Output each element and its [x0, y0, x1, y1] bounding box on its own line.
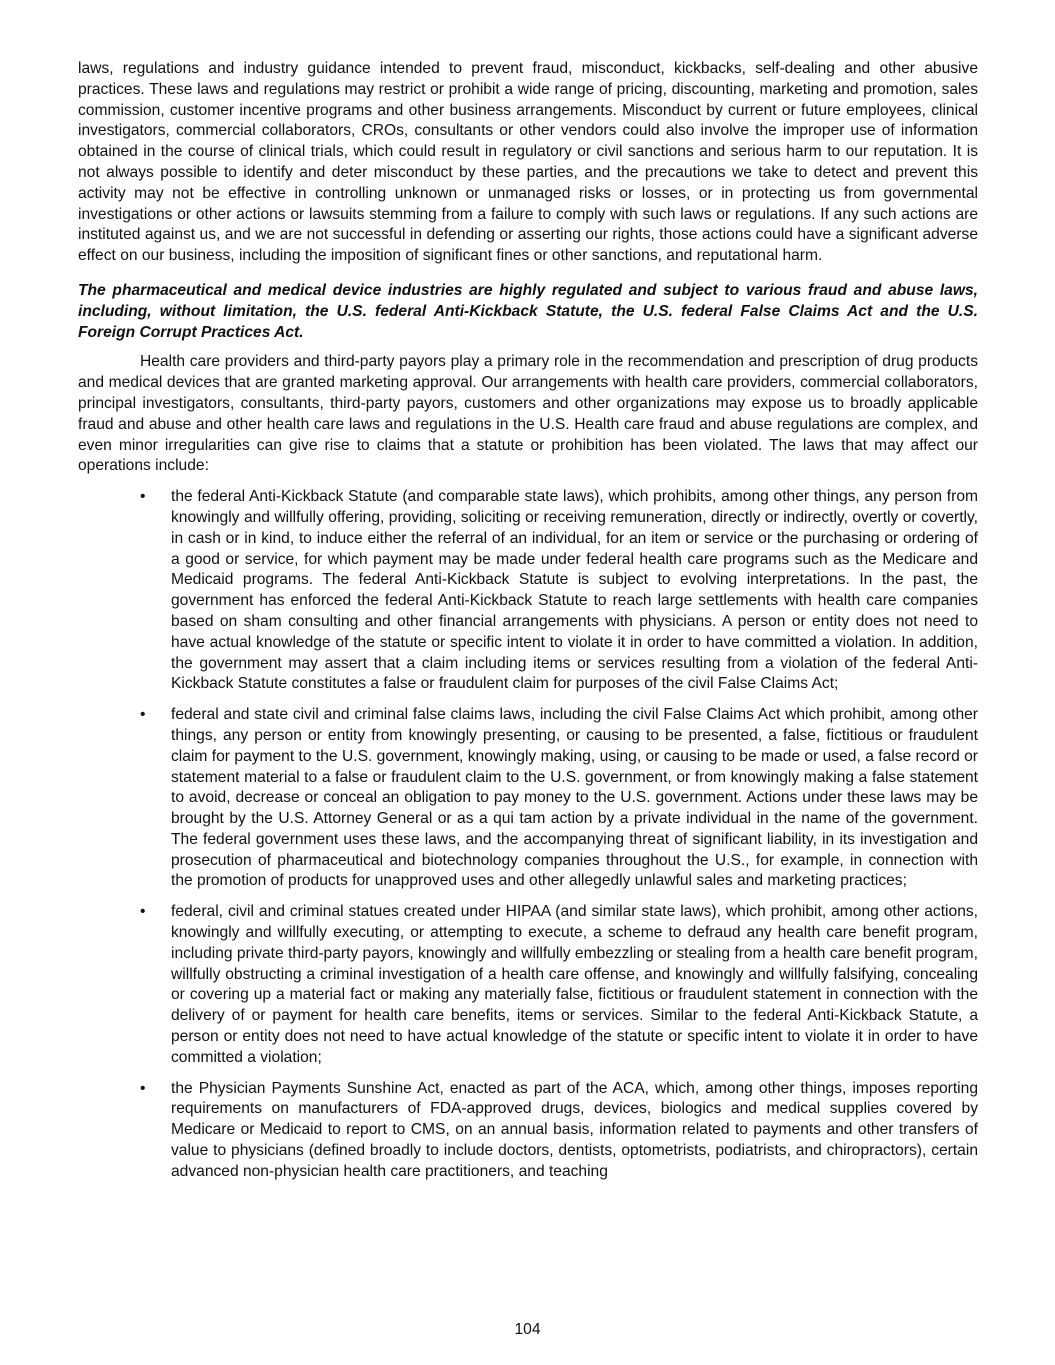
intro-paragraph: Health care providers and third-party payors play a primary role in the recommendation and prescription of drug products and medical devices that are granted marketing approval. Our arrangements with health care providers, commercial collaborators, principal investigators, consultants, third-party payors, customers and other organizations may expose us to broadly applicable fraud and abuse and other health care laws and regulations in the U.S. Health care fraud and abuse regulations are complex, and even minor irregularities can give rise to claims that a statute or prohibition has been violated. The laws that may affect our operations include: [78, 353, 978, 475]
list-item [78, 902, 978, 1068]
list-item-text: the Physician Payments Sunshine Act, enacted as part of the ACA, which, among other things, imposes reporting requirements on manufacturers of FDA-approved drugs, devices, biologics and medical supplies covered by Medicare or Medicaid to report to CMS, on an annual basis, information related to payments and other transfers of value to physicians (defined broadly to include doctors, dentists, optometrists, podiatrists, and chiropractors), certain advanced non-physician health care practitioners, and teaching [171, 1079, 978, 1180]
list-item [78, 705, 978, 892]
page-number: 104 [514, 1321, 541, 1338]
laws-bullet-list [78, 487, 978, 1183]
list-item [78, 1079, 978, 1183]
list-item-text: federal and state civil and criminal false claims laws, including the civil False Claims Act which prohibit, among other things, any person or entity from knowingly presenting, or causing to be presented, a false, fictitious or fraudulent claim for payment to the U.S. government, knowingly making, using, or causing to be made or used, a false record or statement material to a false or fraudulent claim to the U.S. government, or from knowingly making a false statement to avoid, decrease or conceal an obligation to pay money to the U.S. government. Actions under these laws may be brought by the U.S. Attorney General or as a qui tam action by a private individual in the name of the government. The federal government uses these laws, and the accompanying threat of significant liability, in its investigation and prosecution of pharmaceutical and biotechnology companies throughout the U.S., for example, in connection with the promotion of products for unapproved uses and other allegedly unlawful sales and marketing practices; [171, 706, 978, 890]
bullet-icon: • [140, 1079, 146, 1097]
risk-factor-heading: The pharmaceutical and medical device industries are highly regulated and subject to various fraud and abuse laws, including, without limitation, the U.S. federal Anti-Kickback Statute, the U.S. federal False Claims Act and the U.S. Foreign Corrupt Practices Act. [78, 281, 978, 341]
list-item [78, 487, 978, 695]
bullet-icon: • [140, 488, 146, 506]
bullet-icon: • [140, 903, 146, 921]
list-item-text: the federal Anti-Kickback Statute (and comparable state laws), which prohibits, among other things, any person from knowingly and willfully offering, providing, soliciting or receiving remuneration, directly or indirectly, overtly or covertly, in cash or in kind, to induce either the referral of an individual, for an item or service or the purchasing or ordering of a good or service, for which payment may be made under federal health care programs such as the Medicare and Medicaid programs. The federal Anti-Kickback Statute is subject to evolving interpretations. In the past, the government has enforced the federal Anti-Kickback Statute to reach large settlements with health care companies based on sham consulting and other financial arrangements with physicians. A person or entity does not need to have actual knowledge of the statute or specific intent to violate it in order to have committed a violation. In addition, the government may assert that a claim including items or services resulting from a violation of the federal Anti-Kickback Statute constitutes a false or fraudulent claim for purposes of the civil False Claims Act; [171, 488, 978, 693]
document-page [78, 59, 978, 1193]
list-item-text: federal, civil and criminal statues created under HIPAA (and similar state laws), which prohibit, among other actions, knowingly and willfully executing, or attempting to execute, a scheme to defraud any health care benefit program, including private third-party payors, knowingly and willfully embezzling or stealing from a health care benefit program, willfully obstructing a criminal investigation of a health care offense, and knowingly and willfully falsifying, concealing or covering up a material fact or making any materially false, fictitious or fraudulent statement in connection with the delivery of or payment for health care benefits, items or services. Similar to the federal Anti-Kickback Statute, a person or entity does not need to have actual knowledge of the statute or specific intent to violate it in order to have committed a violation; [171, 903, 978, 1066]
body-paragraph: laws, regulations and industry guidance intended to prevent fraud, misconduct, kickbacks, self-dealing and other abusive practices. These laws and regulations may restrict or prohibit a wide range of pricing, discounting, marketing and promotion, sales commission, customer incentive programs and other business arrangements. Misconduct by current or future employees, clinical investigators, commercial collaborators, CROs, consultants or other vendors could also involve the improper use of information obtained in the course of clinical trials, which could result in regulatory or civil sanctions and serious harm to our reputation. It is not always possible to identify and deter misconduct by these parties, and the precautions we take to detect and prevent this activity may not be effective in controlling unknown or unmanaged risks or losses, or in protecting us from governmental investigations or other actions or lawsuits stemming from a failure to comply with such laws or regulations. If any such actions are instituted against us, and we are not successful in defending or asserting our rights, those actions could have a significant adverse effect on our business, including the imposition of significant fines or other sanctions, and reputational harm. [78, 60, 978, 265]
bullet-icon: • [140, 706, 146, 724]
